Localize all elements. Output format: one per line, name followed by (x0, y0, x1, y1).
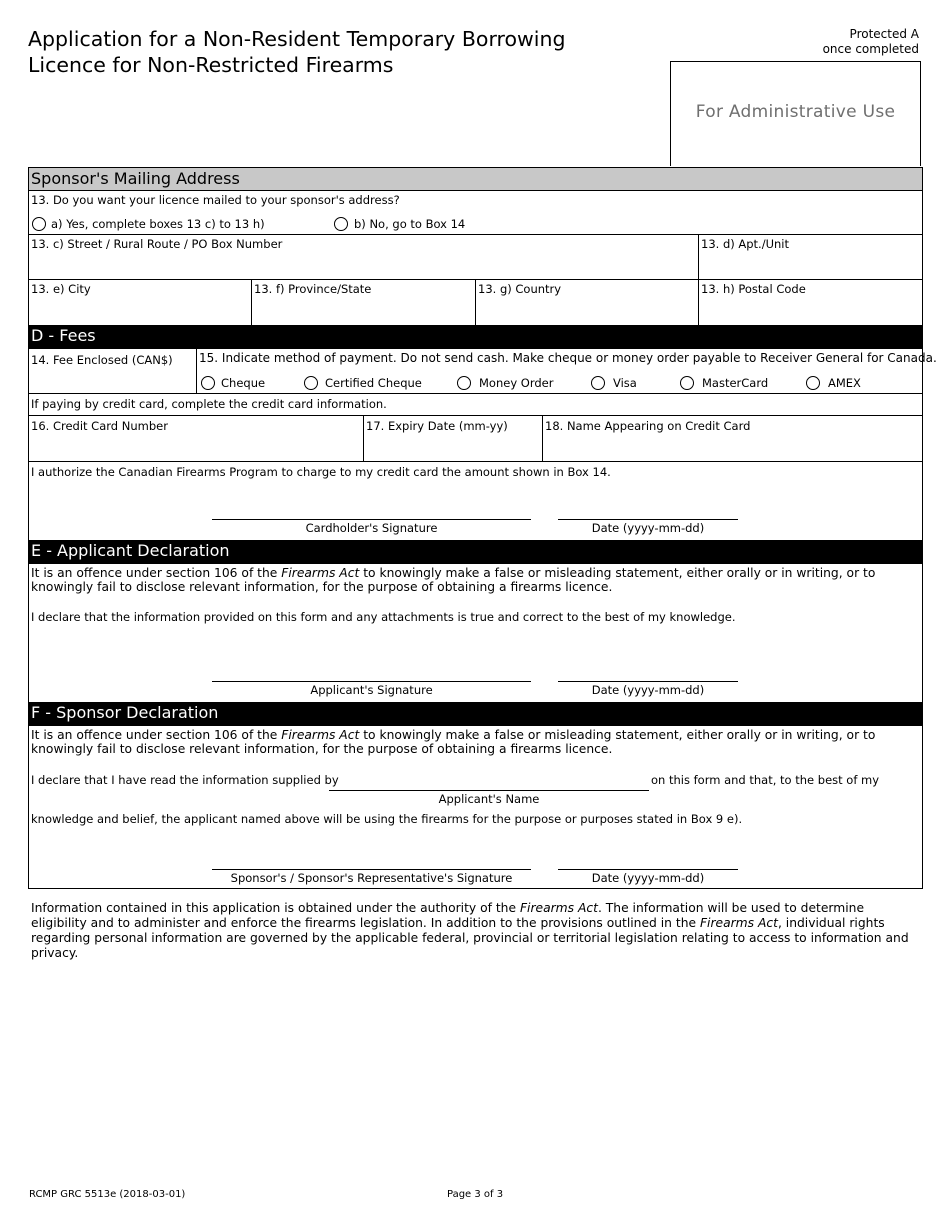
city-field[interactable] (29, 280, 251, 325)
street-row (29, 235, 922, 280)
sponsor-act-name: Firearms Act (281, 728, 360, 742)
payment-option-cheque: Cheque (221, 376, 266, 390)
radio-money-order[interactable] (457, 376, 471, 390)
sponsor-offence-text (31, 728, 919, 756)
expiry-label: 17. Expiry Date (mm-yy) (366, 419, 508, 433)
address-row (29, 280, 922, 325)
protected-line2: once completed (822, 42, 919, 56)
applicant-date-label: Date (yyyy-mm-dd) (591, 683, 705, 697)
cardholder-signature-label: Cardholder's Signature (305, 521, 438, 535)
section-header-mailing (29, 168, 922, 191)
q13-label: 13. Do you want your licence mailed to your sponsor's address? (31, 193, 400, 207)
payment-option-money-order: Money Order (479, 376, 554, 390)
sponsor-offence-post: to knowingly make a false or misleading statement, either orally or in writing, or to knowingly fail to disclose relevant information, for the purpose of obtaining a firearms licence. (31, 728, 876, 756)
radio-mail-yes-label: a) Yes, complete boxes 13 c) to 13 h) (51, 217, 265, 231)
payment-method-label: 15. Indicate method of payment. Do not send cash. Make cheque or money order payable to Receiver General for Canada. (199, 351, 937, 365)
sponsor-declare-post: on this form and that, to the best of my (651, 773, 880, 787)
street-label: 13. c) Street / Rural Route / PO Box Number (31, 237, 283, 251)
applicant-declare-text: I declare that the information provided on this form and any attachments is true and correct to the best of my knowledge. (31, 610, 736, 624)
radio-visa[interactable] (591, 376, 605, 390)
section-title-applicant: E - Applicant Declaration (31, 541, 230, 560)
payment-option-certified-cheque: Certified Cheque (325, 376, 422, 390)
country-field[interactable] (475, 280, 698, 325)
country-label: 13. g) Country (478, 282, 562, 296)
sponsor-declare-pre: I declare that I have read the information supplied by (31, 773, 339, 787)
credit-note-row (29, 394, 922, 416)
page-number: Page 3 of 3 (447, 1189, 504, 1200)
street-field[interactable] (29, 235, 698, 279)
applicant-name-label: Applicant's Name (438, 792, 540, 806)
cardholder-signature-line[interactable] (212, 519, 531, 520)
privacy-act-1: Firearms Act (519, 901, 598, 915)
name-on-card-label: 18. Name Appearing on Credit Card (545, 419, 751, 433)
fee-row (29, 349, 937, 394)
form-id: RCMP GRC 5513e (2018-03-01) (29, 1189, 186, 1200)
radio-mail-yes[interactable] (32, 217, 46, 231)
applicant-offence-pre: It is an offence under section 106 of the (31, 566, 282, 580)
fee-enclosed-label: 14. Fee Enclosed (CAN$) (31, 353, 173, 367)
postal-field[interactable] (698, 280, 922, 325)
payment-option-amex: AMEX (828, 376, 861, 390)
city-label: 13. e) City (31, 282, 91, 296)
cardholder-date-line[interactable] (558, 519, 738, 520)
section-header-fees (29, 325, 922, 349)
applicant-date-line[interactable] (558, 681, 738, 682)
card-number-field[interactable] (29, 416, 363, 461)
card-number-label: 16. Credit Card Number (31, 419, 168, 433)
cardholder-date-label: Date (yyyy-mm-dd) (591, 521, 705, 535)
radio-cheque[interactable] (201, 376, 215, 390)
protected-notice (719, 27, 919, 57)
form-title-line2: Licence for Non-Restricted Firearms (28, 53, 394, 77)
section-title-fees: D - Fees (31, 326, 96, 345)
applicant-act-name: Firearms Act (281, 566, 360, 580)
sponsor-offence-pre: It is an offence under section 106 of the (31, 728, 282, 742)
payment-option-visa: Visa (613, 376, 637, 390)
expiry-field[interactable] (363, 416, 542, 461)
province-label: 13. f) Province/State (254, 282, 372, 296)
payment-option-mastercard: MasterCard (702, 376, 769, 390)
credit-note: If paying by credit card, complete the credit card information. (31, 397, 387, 411)
applicant-offence-text (31, 566, 919, 594)
form-title-line1: Application for a Non-Resident Temporary Borrowing (28, 27, 566, 51)
q13-row (29, 191, 922, 235)
sponsor-signature-line[interactable] (212, 869, 531, 870)
section-header-applicant (29, 540, 922, 564)
applicant-signature-line[interactable] (212, 681, 531, 682)
sponsor-signature-label: Sponsor's / Sponsor's Representative's Signature (230, 871, 513, 885)
applicant-declaration-body (29, 564, 922, 702)
applicant-name-line[interactable] (329, 790, 649, 791)
radio-mail-no[interactable] (334, 217, 348, 231)
radio-certified-cheque[interactable] (304, 376, 318, 390)
postal-label: 13. h) Postal Code (701, 282, 806, 296)
cardholder-signature-row (29, 462, 922, 540)
admin-use-label: For Administrative Use (695, 102, 896, 122)
privacy-text-1: Information contained in this application is obtained under the authority of the (31, 901, 520, 915)
fee-enclosed-field[interactable] (29, 349, 196, 393)
form-title (28, 26, 566, 78)
applicant-offence-post: to knowingly make a false or misleading statement, either orally or in writing, or to knowingly fail to disclose relevant information, for the purpose of obtaining a firearms licence. (31, 566, 876, 594)
sponsor-declare-cont: knowledge and belief, the applicant named above will be using the firearms for the purpose or purposes stated in Box 9 e). (31, 812, 743, 826)
sponsor-date-label: Date (yyyy-mm-dd) (591, 871, 705, 885)
applicant-signature-label: Applicant's Signature (310, 683, 433, 697)
section-header-sponsor (29, 702, 922, 726)
radio-mail-no-label: b) No, go to Box 14 (354, 217, 466, 231)
administrative-use-box (670, 61, 921, 166)
sponsor-declaration-body (29, 726, 922, 888)
radio-amex[interactable] (806, 376, 820, 390)
province-field[interactable] (251, 280, 475, 325)
authorize-text: I authorize the Canadian Firearms Program to charge to my credit card the amount shown in Box 14. (31, 465, 611, 479)
privacy-text-3: , individual rights regarding personal information are governed by the applicable federal, provincial or territorial legislation relating to access to information and privacy. (31, 916, 909, 960)
protected-line1: Protected A (849, 27, 919, 41)
privacy-notice (31, 901, 921, 961)
payment-method-field (196, 349, 937, 393)
section-title-mailing: Sponsor's Mailing Address (31, 169, 240, 188)
sponsor-date-line[interactable] (558, 869, 738, 870)
privacy-act-2: Firearms Act (699, 916, 778, 930)
privacy-text-2: . The information will be used to determine eligibility and to administer and enforce the firearms legislation. In addition to the provisions outlined in the (31, 901, 865, 930)
name-on-card-field[interactable] (542, 416, 922, 461)
apt-field[interactable] (698, 235, 922, 279)
radio-mastercard[interactable] (680, 376, 694, 390)
apt-label: 13. d) Apt./Unit (701, 237, 790, 251)
credit-card-row (29, 416, 922, 462)
section-title-sponsor: F - Sponsor Declaration (31, 703, 219, 722)
form-body (28, 167, 937, 889)
